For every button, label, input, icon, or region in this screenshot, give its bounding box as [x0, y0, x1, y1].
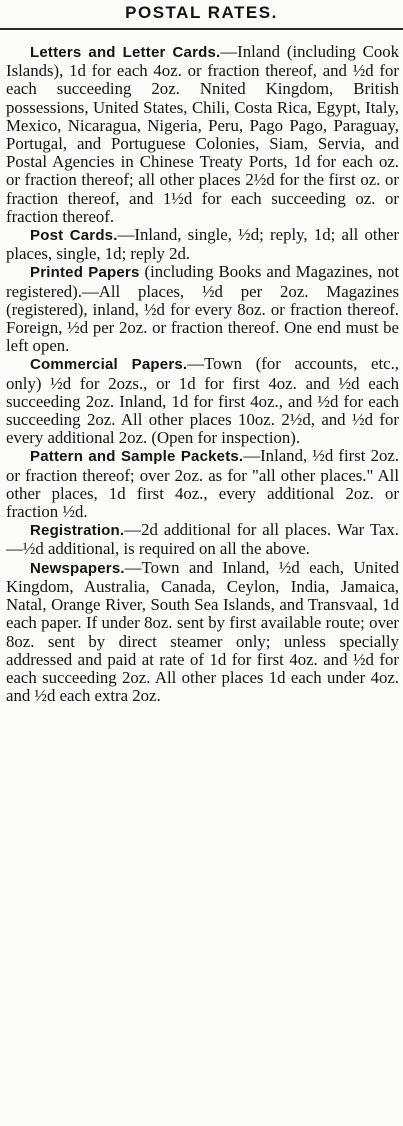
section-text-post-cards: —Inland, single, ½d; reply, 1d; all other places, single, 1d; reply 2d.: [6, 225, 399, 264]
section-commercial-papers: [6, 355, 399, 447]
section-text-registration: —2d additional for all places. War Tax.—½d additional, is required on all the above.: [6, 520, 399, 559]
section-text-pattern-sample: —Inland, ½d first 2oz. or fraction thereof; over 2oz. as for "all other places." All other places, 1d first 4oz., every additional 2oz. or fraction ½d.: [6, 446, 399, 522]
section-heading-registration: Registration.: [30, 522, 125, 540]
rates-body: [6, 43, 399, 705]
section-post-cards: [6, 226, 399, 263]
section-heading-letters: Letters and Letter Cards.: [30, 44, 221, 61]
section-printed-papers: [6, 263, 399, 355]
section-registration: [6, 521, 399, 558]
section-heading-commercial-papers: Commercial Papers.: [30, 356, 188, 374]
page-title: POSTAL RATES.: [125, 3, 278, 22]
section-text-commercial-papers: —Town (for accounts, etc., only) ½d for 2ozs., or 1d for first 4oz. and ½d each succeeding 2oz. Inland, 1d for first 4oz., and ½d for each succeeding 2oz. All other places 10oz. 2½d, and ½d for every additional 2oz. (Open for inspection).: [6, 354, 400, 448]
section-heading-pattern-sample: Pattern and Sample Packets.: [30, 448, 244, 466]
section-pattern-sample: [6, 447, 399, 521]
section-heading-printed-papers: Printed Papers: [30, 264, 140, 282]
section-text-printed-papers: (including Books and Magazines, not registered).—All places, ½d per 2oz. Magazines (registered), inland, ½d for every 8oz. or fraction thereof. Foreign, ½d per 2oz. or fraction thereof. One end must be left open.: [6, 262, 400, 356]
section-heading-newspapers: Newspapers.: [30, 559, 125, 577]
section-text-letters: —Inland (including Cook Islands), 1d for each 4oz. or fraction thereof, and ½d for each succeeding 2oz. Nnited Kingdom, British possessions, United States, Chili, Costa Rica, Egypt, Italy, Mexico, Nicaragua, Nigeria, Peru, Pago Pago, Paraguay, Portugal, and Portuguese Colonies, Siam, Servia, and Postal Agencies in Chinese Treaty Ports, 1d for each oz. or fraction thereof; all other places 2½d for the first oz. or fraction thereof, and 1½d for each succeeding oz. or fraction thereof.: [6, 42, 400, 226]
title-divider: [0, 28, 403, 30]
section-letters: [6, 43, 399, 226]
section-heading-post-cards: Post Cards.: [30, 227, 118, 245]
section-text-newspapers: —Town and Inland, ½d each, United Kingdom, Australia, Canada, Ceylon, India, Jamaica, Natal, Orange River, South Sea Islands, and Transvaal, 1d each paper. If under 8oz. sent by first available route; over 8oz. sent by direct steamer only; unless specially addressed and paid at rate of 1d for first 4oz. and ½d for each succeeding 2oz. All other places 1d each under 4oz. and ½d each extra 2oz.: [6, 557, 399, 706]
section-newspapers: [6, 559, 399, 706]
